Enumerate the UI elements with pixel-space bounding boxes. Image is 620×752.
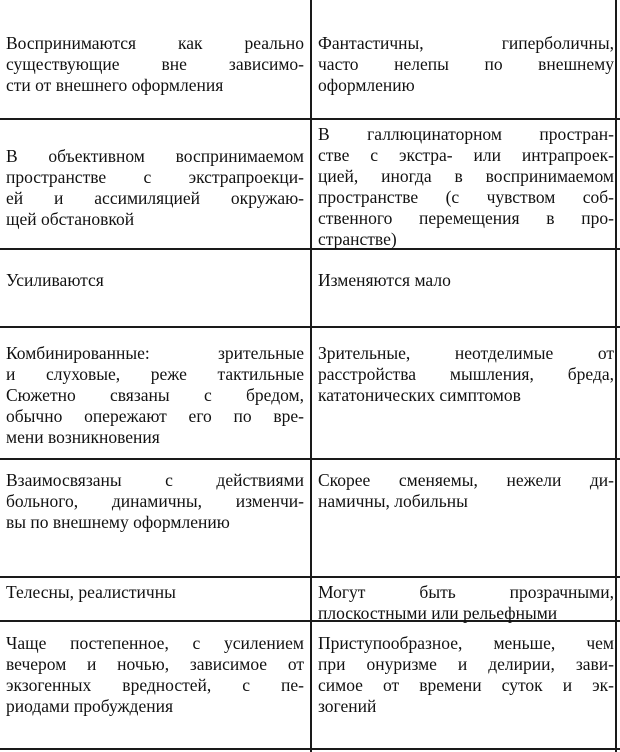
cell-line: Усиливаются bbox=[6, 270, 104, 290]
cell-line: пространстве с экстрапроекци- bbox=[6, 167, 304, 187]
cell-line: Приступообразное, меньше, чем bbox=[318, 633, 614, 653]
cell-line: расстройства мышления, бреда, bbox=[318, 364, 614, 384]
table-cell-left bbox=[6, 146, 304, 230]
cell-line: цией, иногда в воспринимаемом bbox=[318, 166, 614, 186]
cell-line: В галлюцинаторном простран- bbox=[318, 124, 614, 144]
row-divider bbox=[0, 576, 620, 578]
cell-line: Изменяются мало bbox=[318, 270, 451, 290]
cell-line: и слуховые, реже тактильные bbox=[6, 364, 304, 384]
cell-line: больного, динамичны, изменчи- bbox=[6, 491, 304, 511]
cell-line: Чаще постепенное, с усилением bbox=[6, 633, 304, 653]
cell-line: при онуризме и делирии, зави- bbox=[318, 654, 614, 674]
table-cell-right bbox=[318, 343, 614, 406]
cell-line: оформлению bbox=[318, 75, 415, 95]
table-cell-right bbox=[318, 270, 614, 291]
cell-line: риодами пробуждения bbox=[6, 696, 174, 716]
cell-line: Скорее сменяемы, нежели ди- bbox=[318, 470, 614, 490]
cell-line: существующие вне зависимо- bbox=[6, 54, 304, 74]
cell-line: Сюжетно связаны с бредом, bbox=[6, 385, 304, 405]
row-divider bbox=[0, 118, 620, 120]
cell-line: Телесны, реалистичны bbox=[6, 582, 176, 602]
cell-line: В объективном воспринимаемом bbox=[6, 146, 304, 166]
cell-line: Зрительные, неотделимые от bbox=[318, 343, 614, 363]
cell-line: Комбинированные: зрительные bbox=[6, 343, 304, 363]
table-cell-left bbox=[6, 633, 304, 717]
table-cell-left bbox=[6, 582, 304, 603]
cell-line: намичны, лобильны bbox=[318, 491, 468, 511]
cell-line: странстве) bbox=[318, 229, 397, 249]
cell-line: плоскостными или рельефными bbox=[318, 603, 558, 623]
right-border bbox=[615, 0, 617, 752]
cell-line: кататонических симптомов bbox=[318, 385, 521, 405]
cell-line: Воспринимаются как реально bbox=[6, 33, 304, 53]
cell-line: мени возникновения bbox=[6, 427, 160, 447]
cell-line: сти от внешнего оформления bbox=[6, 75, 224, 95]
table-cell-left bbox=[6, 470, 304, 533]
row-divider bbox=[0, 458, 620, 460]
cell-line: ей и ассимиляцией окружаю- bbox=[6, 188, 304, 208]
cell-line: экзогенных вредностей, с пе- bbox=[6, 675, 304, 695]
cell-line: обычно опережают его по вре- bbox=[6, 406, 304, 426]
cell-line: стве с экстра- или интрапроек- bbox=[318, 145, 614, 165]
table-cell-right bbox=[318, 633, 614, 717]
cell-line: щей обстановкой bbox=[6, 209, 135, 229]
cell-line: ственного перемещения в про- bbox=[318, 208, 614, 228]
cell-line: Фантастичны, гиперболичны, bbox=[318, 33, 614, 53]
cell-line: зогений bbox=[318, 696, 377, 716]
row-divider bbox=[0, 326, 620, 328]
table-cell-left bbox=[6, 33, 304, 96]
cell-line: вечером и ночью, зависимое от bbox=[6, 654, 304, 674]
table-cell-right bbox=[318, 582, 614, 624]
table-cell-right bbox=[318, 124, 614, 250]
cell-line: вы по внешнему оформлению bbox=[6, 512, 230, 532]
table-cell-right bbox=[318, 33, 614, 96]
column-divider bbox=[310, 0, 312, 752]
cell-line: пространстве (с чувством соб- bbox=[318, 187, 614, 207]
table-cell-left bbox=[6, 343, 304, 448]
cell-line: Могут быть прозрачными, bbox=[318, 582, 614, 602]
cell-line: Взаимосвязаны с действиями bbox=[6, 470, 304, 490]
cell-line: симое от времени суток и эк- bbox=[318, 675, 614, 695]
row-divider bbox=[0, 748, 620, 750]
table-cell-right bbox=[318, 470, 614, 512]
table-cell-left bbox=[6, 270, 304, 291]
cell-line: часто нелепы по внешнему bbox=[318, 54, 614, 74]
